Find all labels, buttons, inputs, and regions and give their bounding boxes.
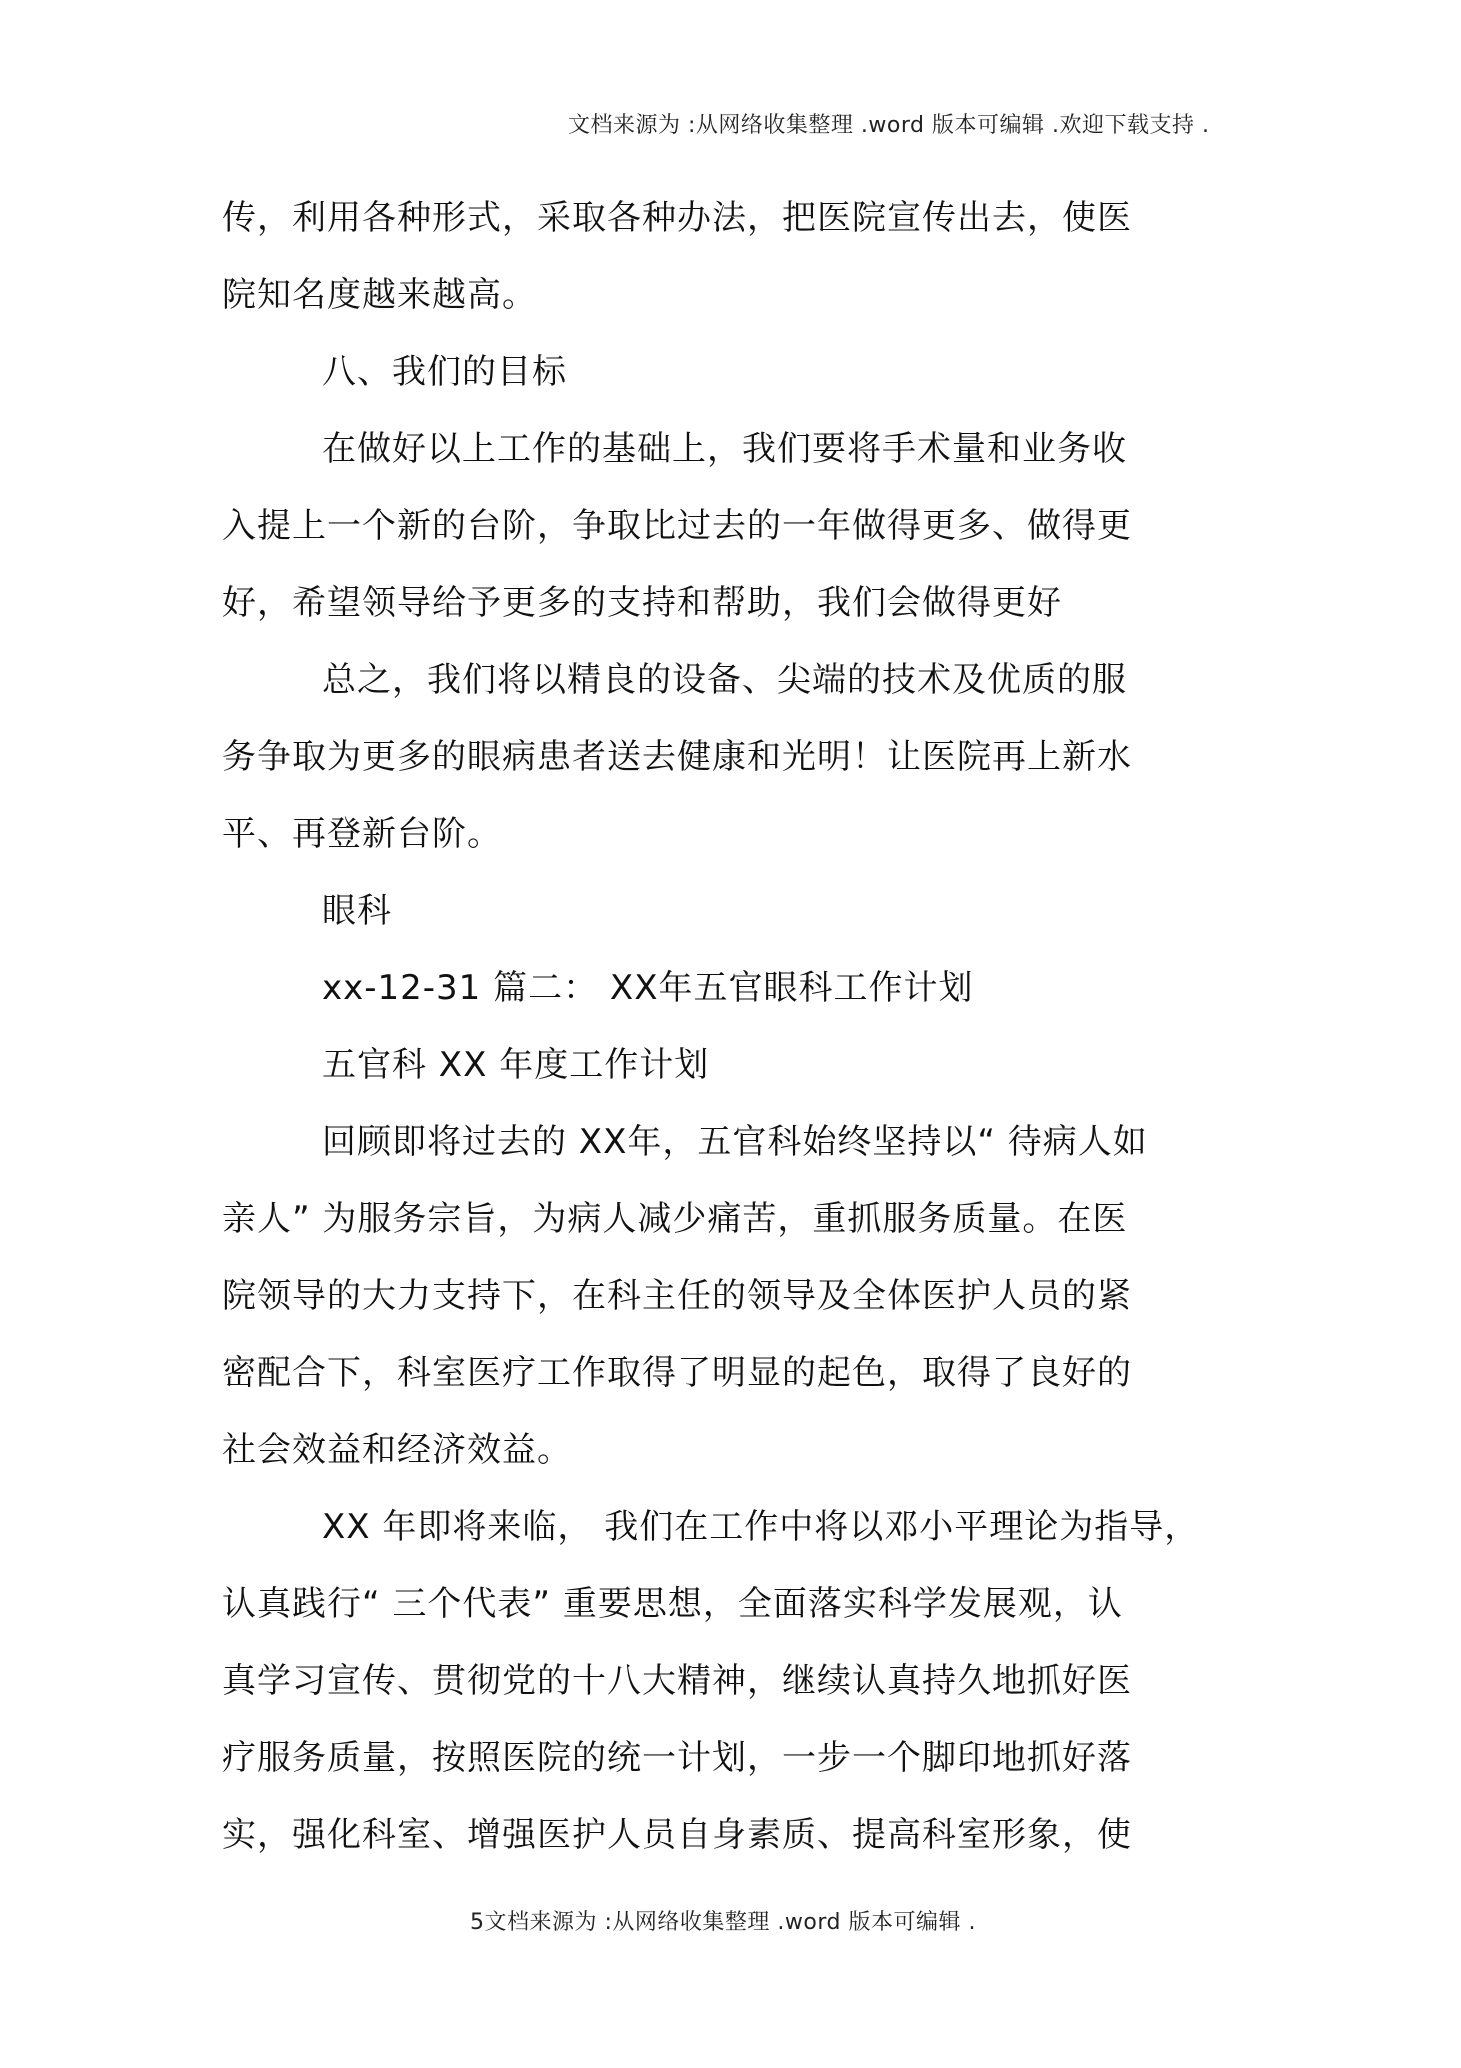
paragraph-line: 实，强化科室、增强医护人员自身素质、提高科室形象，使 <box>222 1815 1132 1855</box>
paragraph-line: 亲人” 为服务宗旨，为病人减少痛苦，重抓服务质量。在医 <box>222 1199 1128 1239</box>
paragraph-line: 务争取为更多的眼病患者送去健康和光明！让医院再上新水 <box>222 737 1132 777</box>
paragraph-line: 院知名度越来越高。 <box>222 275 537 315</box>
paragraph-line: XX 年即将来临， 我们在工作中将以邓小平理论为指导， <box>322 1507 1200 1547</box>
footer-source-note: 5文档来源为 :从网络收集整理 .word 版本可编辑 . <box>470 1910 976 1935</box>
paragraph-line: 总之，我们将以精良的设备、尖端的技术及优质的服 <box>322 660 1127 700</box>
paragraph-line: 回顾即将过去的 XX年，五官科始终坚持以“ 待病人如 <box>322 1122 1148 1162</box>
paragraph-line: 入提上一个新的台阶，争取比过去的一年做得更多、做得更 <box>222 506 1132 546</box>
date-and-title-line: xx-12-31 篇二： XX年五官眼科工作计划 <box>322 968 974 1008</box>
paragraph-line: 平、再登新台阶。 <box>222 814 502 854</box>
paragraph-line: 在做好以上工作的基础上，我们要将手术量和业务收 <box>322 429 1127 469</box>
header-source-note: 文档来源为 :从网络收集整理 .word 版本可编辑 .欢迎下载支持 . <box>568 113 1210 138</box>
paragraph-line: 院领导的大力支持下，在科主任的领导及全体医护人员的紧 <box>222 1276 1132 1316</box>
paragraph-line: 认真践行“ 三个代表” 重要思想，全面落实科学发展观，认 <box>222 1584 1123 1624</box>
paragraph-line: 传，利用各种形式，采取各种办法，把医院宣传出去，使医 <box>222 198 1132 238</box>
paragraph-line: 社会效益和经济效益。 <box>222 1430 572 1470</box>
paragraph-line: 密配合下，科室医疗工作取得了明显的起色，取得了良好的 <box>222 1353 1132 1393</box>
section-title: 五官科 XX 年度工作计划 <box>322 1045 710 1085</box>
signature-department: 眼科 <box>322 891 392 931</box>
section-heading: 八、我们的目标 <box>322 352 567 392</box>
paragraph-line: 真学习宣传、贯彻党的十八大精神，继续认真持久地抓好医 <box>222 1661 1132 1701</box>
paragraph-line: 好，希望领导给予更多的支持和帮助，我们会做得更好 <box>222 583 1062 623</box>
paragraph-line: 疗服务质量，按照医院的统一计划，一步一个脚印地抓好落 <box>222 1738 1132 1778</box>
